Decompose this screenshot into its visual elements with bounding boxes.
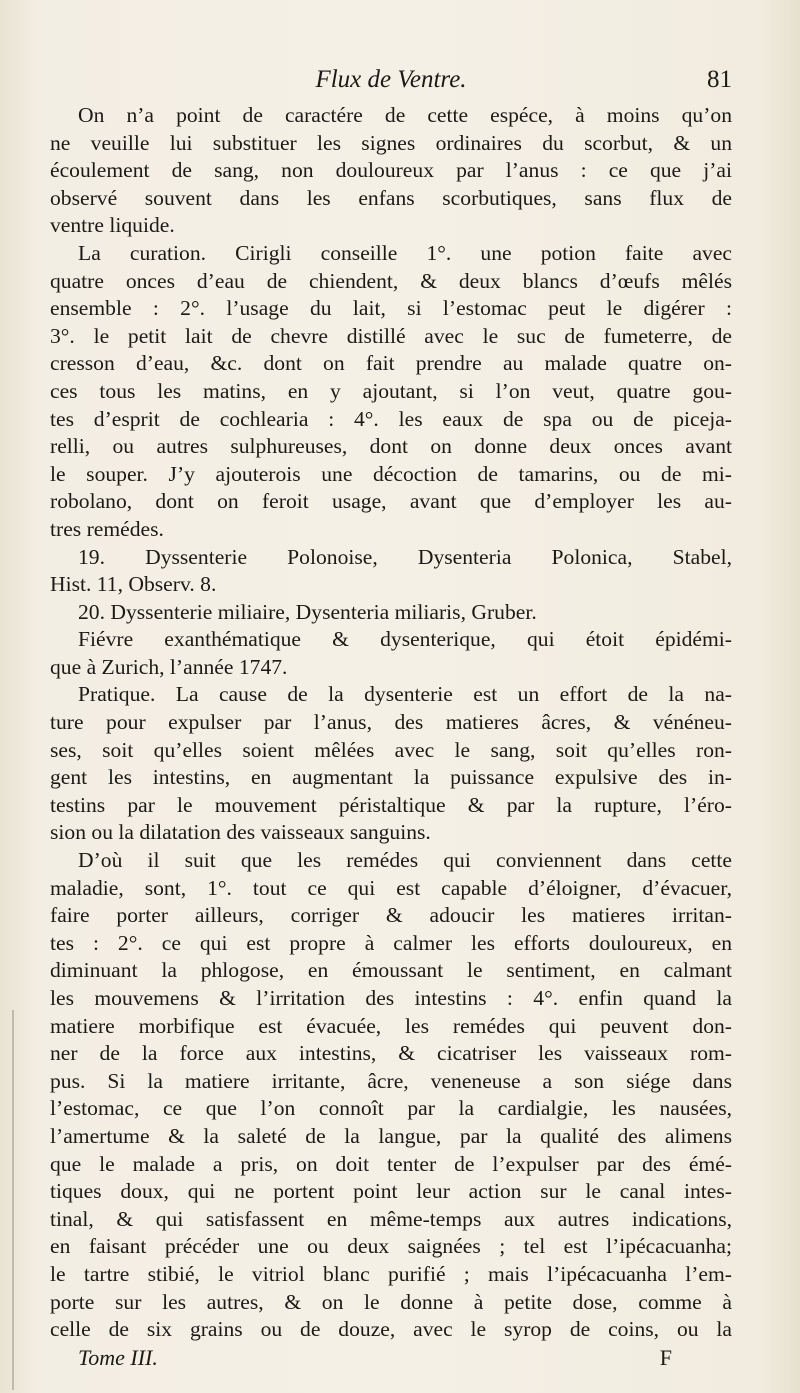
gutter-edge xyxy=(0,1010,14,1390)
text-line: Hist. 11, Observ. 8. xyxy=(50,572,217,597)
running-title: Flux de Ventre. xyxy=(315,66,467,93)
text-line: D’où il suit que les remédes qui conviennent dans cette xyxy=(78,848,732,873)
body-text xyxy=(50,102,732,1344)
text-line: ner de la force aux intestins, & cicatriser les vaisseaux rom- xyxy=(50,1041,732,1066)
text-line: l’amertume & la saleté de la langue, par la qualité des alimens xyxy=(50,1123,732,1148)
page-footer xyxy=(50,1345,732,1375)
text-line: en faisant précéder une ou deux saignées ; tel est l’ipécacuanha; xyxy=(50,1234,732,1259)
text-line: Pratique. La cause de la dysenterie est un effort de la na- xyxy=(78,682,732,707)
text-line: écoulement de sang, non douloureux par l’anus : ce que j’ai xyxy=(50,158,732,183)
text-line: Fiévre exanthématique & dysenterique, qui étoit épidémi- xyxy=(78,627,732,652)
text-line: ensemble : 2°. l’usage du lait, si l’estomac peut le digérer : xyxy=(50,296,732,321)
text-line: l’estomac, ce que l’on connoît par la cardialgie, les nausées, xyxy=(50,1096,732,1121)
text-line: observé souvent dans les enfans scorbutiques, sans flux de xyxy=(50,185,732,210)
text-line: tres remédes. xyxy=(50,516,164,541)
text-line: On n’a point de caractére de cette espéce, à moins qu’on xyxy=(78,103,732,127)
text-line: cresson d’eau, &c. dont on fait prendre au malade quatre on- xyxy=(50,351,732,376)
text-line: le souper. J’y ajouterois une décoction de tamarins, ou de mi- xyxy=(50,461,732,486)
text-line: maladie, sont, 1°. tout ce qui est capable d’éloigner, d’évacuer, xyxy=(50,875,732,900)
volume-label: Tome III. xyxy=(78,1345,158,1370)
signature-mark: F xyxy=(659,1345,672,1370)
text-line: pus. Si la matiere irritante, âcre, veneneuse a son siége dans xyxy=(50,1068,732,1093)
text-line: 20. Dyssenterie miliaire, Dysenteria miliaris, Gruber. xyxy=(78,599,537,624)
text-line: ne veuille lui substituer les signes ordinaires du scorbut, & un xyxy=(50,130,732,155)
text-line: que le malade a pris, on doit tenter de l’expulser par des émé- xyxy=(50,1151,732,1176)
text-line: les mouvemens & l’irritation des intestins : 4°. enfin quand la xyxy=(50,986,732,1010)
text-line: testins par le mouvement péristaltique & par la rupture, l’éro- xyxy=(50,792,732,817)
text-line: tes : 2°. ce qui est propre à calmer les efforts douloureux, en xyxy=(50,930,732,955)
text-line: 3°. le petit lait de chevre distillé avec le suc de fumeterre, de xyxy=(50,323,732,348)
text-line: robolano, dont on feroit usage, avant que d’employer les au- xyxy=(50,489,732,514)
text-line: ture pour expulser par l’anus, des matieres âcres, & vénéneu- xyxy=(50,710,732,735)
text-line: La curation. Cirigli conseille 1°. une potion faite avec xyxy=(78,240,732,265)
text-line: tes d’esprit de cochlearia : 4°. les eaux de spa ou de piceja- xyxy=(50,406,732,431)
text-line: celle de six grains ou de douze, avec le syrop de coins, ou la xyxy=(50,1317,732,1342)
text-line: tinal, & qui satisfassent en même-temps aux autres indications, xyxy=(50,1206,732,1231)
text-line: 19. Dyssenterie Polonoise, Dysenteria Polonica, Stabel, xyxy=(78,544,732,569)
text-line: diminuant la phlogose, en émoussant le sentiment, en calmant xyxy=(50,958,732,983)
text-line: gent les intestins, en augmentant la puissance expulsive des in- xyxy=(50,765,732,790)
text-line: que à Zurich, l’année 1747. xyxy=(50,654,288,679)
text-line: relli, ou autres sulphureuses, dont on donne deux onces avant xyxy=(50,434,732,459)
page-number: 81 xyxy=(707,66,732,93)
text-line: sion ou la dilatation des vaisseaux sanguins. xyxy=(50,820,431,845)
text-line: matiere morbifique est évacuée, les remédes qui peuvent don- xyxy=(50,1013,732,1038)
text-line: porte sur les autres, & on le donne à petite dose, comme à xyxy=(50,1289,732,1314)
text-line: ventre liquide. xyxy=(50,213,175,238)
text-line: ces tous les matins, en y ajoutant, si l’on veut, quatre gou- xyxy=(50,378,732,403)
text-line: tiques doux, qui ne portent point leur action sur le canal intes- xyxy=(50,1179,732,1204)
text-line: faire porter ailleurs, corriger & adoucir les matieres irritan- xyxy=(50,903,732,928)
page-header xyxy=(50,66,732,102)
text-line: le tartre stibié, le vitriol blanc purifié ; mais l’ipécacuanha l’em- xyxy=(50,1261,732,1286)
text-line: quatre onces d’eau de chiendent, & deux blancs d’œufs mêlés xyxy=(50,268,732,293)
text-line: ses, soit qu’elles soient mêlées avec le sang, soit qu’elles ron- xyxy=(50,737,732,762)
